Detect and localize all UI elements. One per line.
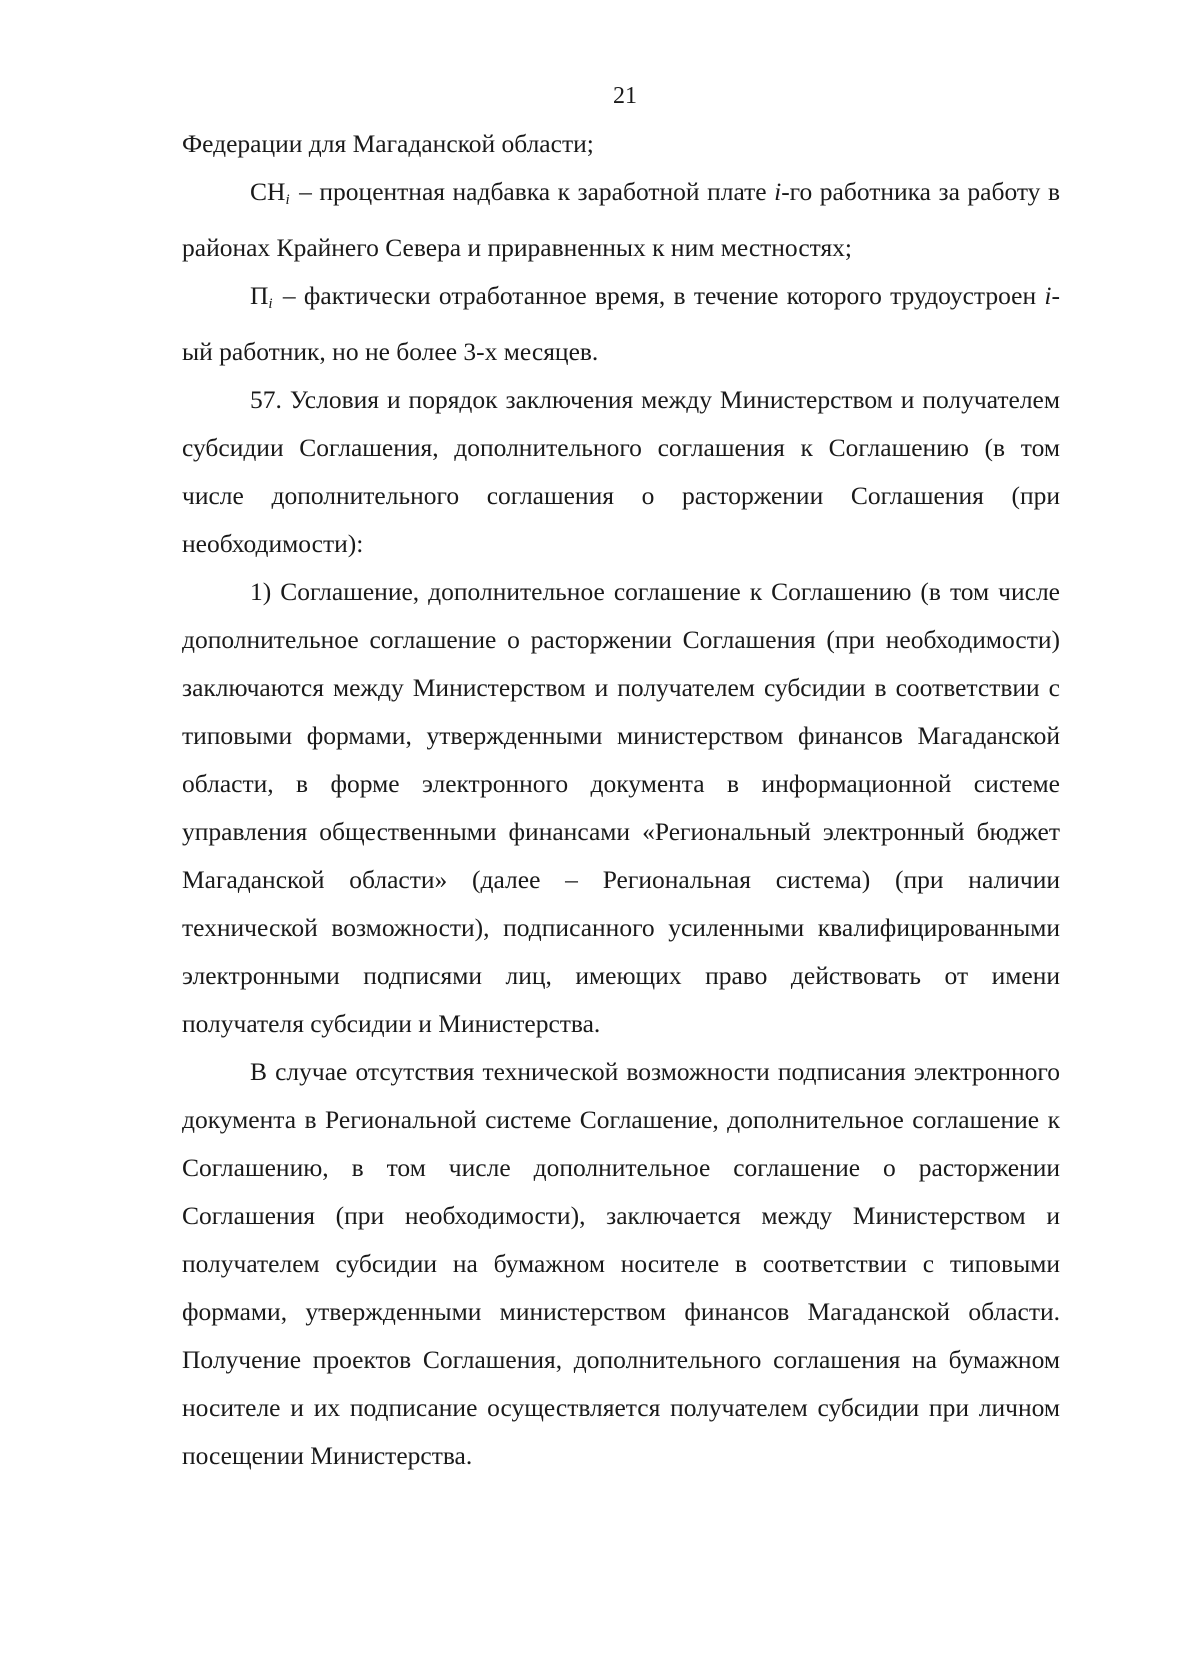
p-definition-tail: -ый работник, но не более 3-х месяцев. (182, 281, 1060, 366)
subscript-i: i (268, 296, 273, 312)
paragraph-57: 57. Условия и порядок заключения между Министерством и получателем субсидии Соглашения, дополнительного соглашения к Соглашению (в том числе дополнительного соглашения о расторжении Соглашения (при необходимости): (182, 385, 1060, 558)
italic-i: i (1044, 281, 1052, 310)
variable-p: П (250, 281, 269, 310)
page-number: 21 (613, 83, 637, 109)
ch-definition-tail: -го работника за работу в районах Крайнего Севера и приравненных к ним местностях; (182, 177, 1060, 262)
subscript-i: i (285, 192, 290, 208)
paragraph-57-item-1: 1) Соглашение, дополнительное соглашение к Соглашению (в том числе дополнительное соглашение о расторжении Соглашения (при необходимости) заключаются между Министерством и получателем субсидии в соответствии с типовыми формами, утвержденными министерством финансов Магаданской области, в форме электронного документа в информационной системе управления общественными финансами «Региональный электронный бюджет Магаданской области» (далее – Региональная система) (при наличии технической возможности), подписанного усиленными квалифицированными электронными подписями лиц, имеющих право действовать от имени получателя субсидии и Министерства. (182, 577, 1060, 1038)
paragraph-ch-definition (182, 168, 1060, 272)
italic-i: i (774, 177, 782, 206)
ch-definition-text: – процентная надбавка к заработной плате (291, 177, 775, 206)
paragraph-continuation: Федерации для Магаданской области; (182, 129, 594, 158)
paragraph-paper-agreement: В случае отсутствия технической возможности подписания электронного документа в Региональной системе Соглашение, дополнительное соглашение к Соглашению, в том числе дополнительное соглашение о расторжении Соглашения (при необходимости), заключается между Министерством и получателем субсидии на бумажном носителе в соответствии с типовыми формами, утвержденными министерством финансов Магаданской области. Получение проектов Соглашения, дополнительного соглашения на бумажном носителе и их подписание осуществляется получателем субсидии при личном посещении Министерства. (182, 1057, 1060, 1470)
paragraph-p-definition (182, 272, 1060, 376)
variable-ch: CH (250, 177, 286, 206)
p-definition-text: – фактически отработанное время, в течение которого трудоустроен (274, 281, 1045, 310)
document-body (182, 120, 1060, 1480)
